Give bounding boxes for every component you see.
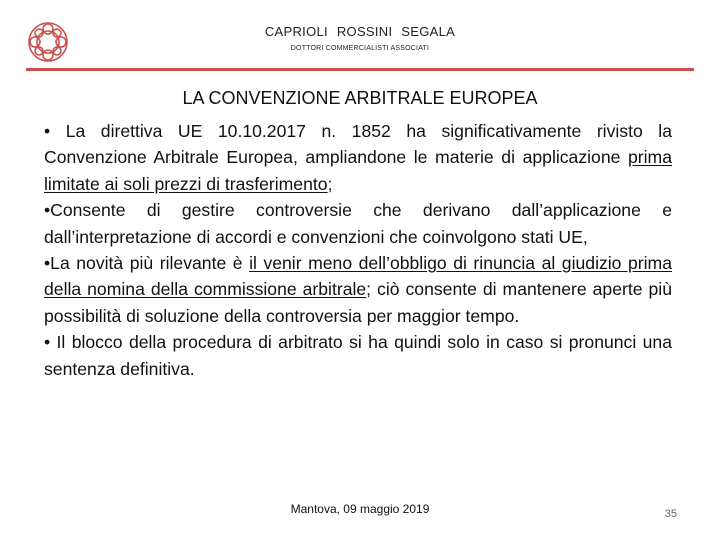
firm-name: CAPRIOLI ROSSINI SEGALA bbox=[264, 24, 456, 39]
firm-subtitle: DOTTORI COMMERCIALISTI ASSOCIATI bbox=[290, 45, 430, 52]
bullet-3-suffix: ; ciò consente di mantenere aperte più possibilità di soluzione della controversia per maggior tempo. bbox=[44, 279, 672, 326]
bullet-3 bbox=[44, 250, 672, 329]
bullet-3-text: •La novità più rilevante è bbox=[44, 253, 250, 274]
footer-date: Mantova, 09 maggio 2019 bbox=[290, 502, 430, 516]
bullet-1 bbox=[44, 118, 672, 197]
slide-title: LA CONVENZIONE ARBITRALE EUROPEA bbox=[182, 88, 538, 108]
bullet-1-underlined: prima limitate ai soli prezzi di trasferimento bbox=[44, 147, 672, 194]
header-divider bbox=[26, 68, 694, 71]
slide-body bbox=[44, 118, 672, 382]
bullet-1-text: • La direttiva UE 10.10.2017 n. 1852 ha significativamente rivisto la Convenzione Arbitrale Europea, ampliandone le materie di applicazione bbox=[44, 121, 672, 168]
bullet-2: •Consente di gestire controversie che derivano dall’applicazione e dall’interpretazione di accordi e convenzioni che coinvolgono stati UE, bbox=[44, 200, 672, 247]
bullet-1-suffix: ; bbox=[327, 173, 333, 194]
bullet-4: • Il blocco della procedura di arbitrato si ha quindi solo in caso si pronunci una sentenza definitiva. bbox=[44, 332, 672, 379]
page-number: 35 bbox=[664, 508, 677, 520]
bullet-3-underlined: il venir meno dell’obbligo di rinuncia al giudizio prima della nomina della commissione arbitrale bbox=[44, 253, 672, 300]
